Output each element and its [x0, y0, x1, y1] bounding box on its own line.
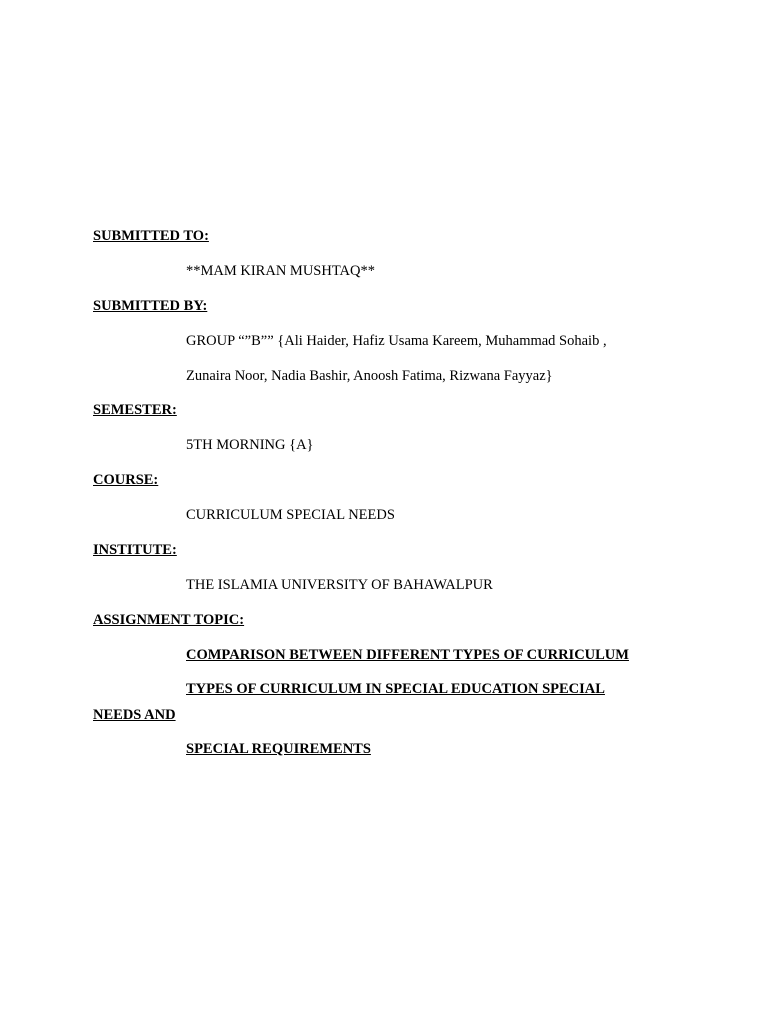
submitted-by-value-line1: GROUP “”B”” {Ali Haider, Hafiz Usama Kareem, Muhammad Sohaib , — [186, 333, 607, 349]
submitted-by-heading: SUBMITTED BY: — [93, 298, 208, 314]
institute-value: THE ISLAMIA UNIVERSITY OF BAHAWALPUR — [186, 577, 493, 593]
assignment-topic-heading: ASSIGNMENT TOPIC: — [93, 612, 245, 628]
institute-heading: INSTITUTE: — [93, 542, 177, 558]
semester-heading: SEMESTER: — [93, 402, 177, 418]
semester-value: 5TH MORNING {A} — [186, 437, 314, 453]
course-heading: COURSE: — [93, 472, 159, 488]
submitted-by-value-line2: Zunaira Noor, Nadia Bashir, Anoosh Fatima, Rizwana Fayyaz} — [186, 368, 553, 384]
assignment-topic-line1: COMPARISON BETWEEN DIFFERENT TYPES OF CURRICULUM — [186, 647, 629, 663]
course-value: CURRICULUM SPECIAL NEEDS — [186, 507, 395, 523]
submitted-to-value: **MAM KIRAN MUSHTAQ** — [186, 263, 375, 279]
assignment-topic-line4: SPECIAL REQUIREMENTS — [186, 741, 371, 757]
submitted-to-heading: SUBMITTED TO: — [93, 228, 209, 244]
assignment-topic-line2: TYPES OF CURRICULUM IN SPECIAL EDUCATION SPECIAL — [186, 681, 605, 697]
assignment-topic-line3: NEEDS AND — [93, 707, 176, 723]
